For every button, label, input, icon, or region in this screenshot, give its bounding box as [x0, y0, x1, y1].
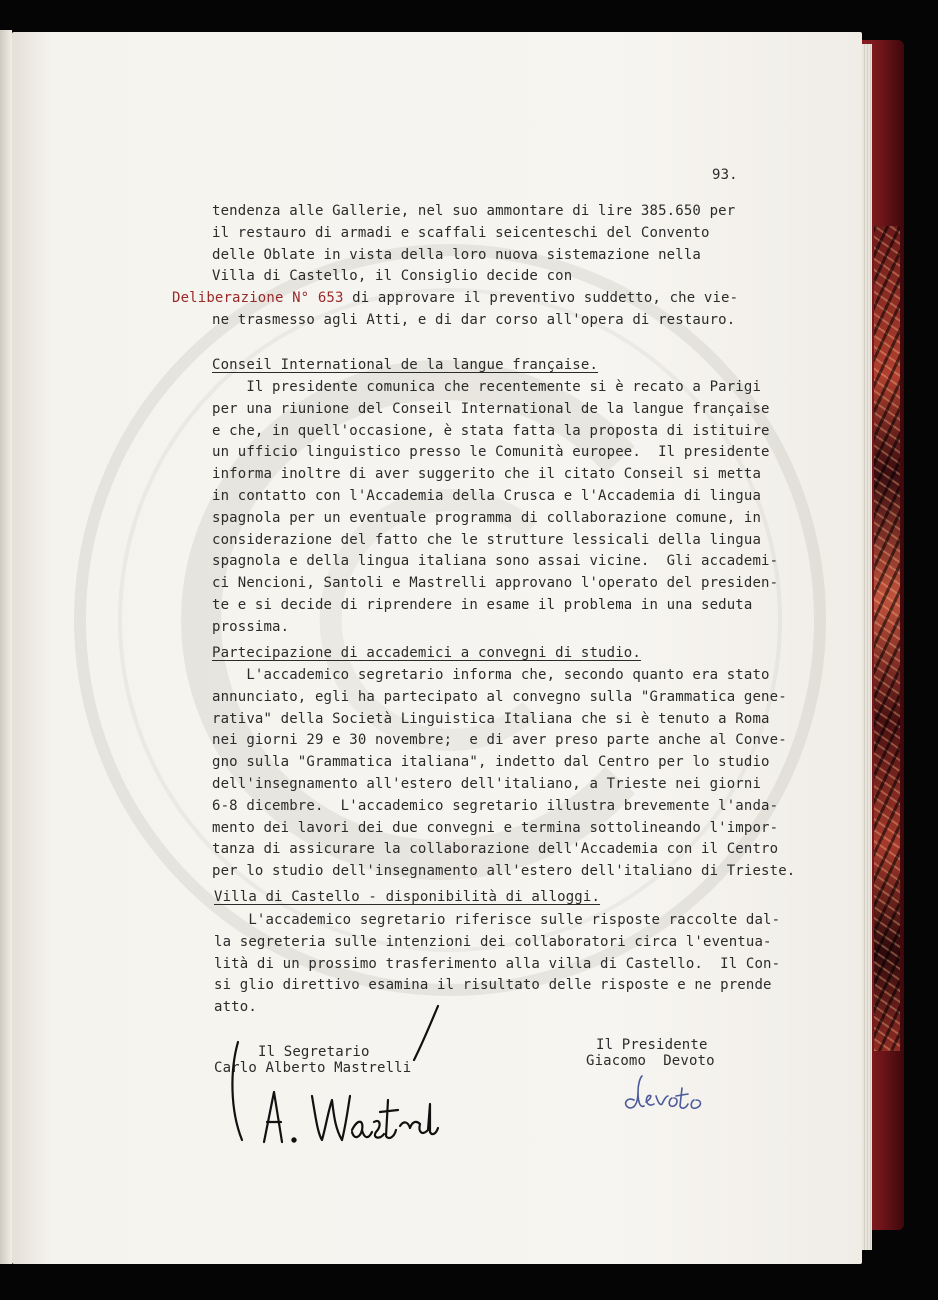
secretary-name: Carlo Alberto Mastrelli: [214, 1060, 412, 1076]
section-body-villa: [214, 910, 780, 1019]
text-line: Villa di Castello, il Consiglio decide con: [212, 268, 573, 285]
section-heading-villa: Villa di Castello - disponibilità di alloggi.: [214, 889, 601, 905]
text-line: dell'insegnamento all'estero dell'italiano, a Trieste nei giorni: [212, 775, 762, 792]
text-line: considerazione del fatto che le strutture lessicali della lingua: [212, 531, 762, 548]
opening-paragraph: [212, 201, 735, 288]
text-line: mento dei lavori dei due convegni e termina sottolineando l'impor-: [212, 819, 779, 836]
text-line: per una riunione del Conseil International de la langue française: [212, 400, 770, 417]
text-line: L'accademico segretario informa che, secondo quanto era stato: [212, 667, 770, 683]
text-line: e che, in quell'occasione, è stata fatta la proposta di istituire: [212, 422, 770, 439]
text-line: si glio direttivo esamina il risultato delle risposte e ne prende: [214, 977, 772, 994]
text-line: la segreteria sulle intenzioni dei collaboratori circa l'eventua-: [214, 933, 772, 950]
text-line: prossima.: [212, 618, 290, 635]
facing-page-edge: [0, 30, 12, 1264]
text-line: 6-8 dicembre. L'accademico segretario illustra brevemente l'anda-: [212, 797, 779, 814]
text-line: tanza di assicurare la collaborazione dell'Accademia con il Centro: [212, 841, 779, 858]
president-title: Il Presidente: [596, 1037, 708, 1053]
text-line: un ufficio linguistico presso le Comunità europee. Il presidente: [212, 444, 770, 461]
text-line: spagnola e della lingua italiana sono assai vicine. Gli accademi-: [212, 553, 779, 570]
text-line: L'accademico segretario riferisce sulle risposte raccolte dal-: [214, 912, 781, 928]
text-line: rativa" della Società Linguistica Italiana che si è tenuto a Roma: [212, 710, 770, 727]
text-line: annunciato, egli ha partecipato al convegno sulla "Grammatica gene-: [212, 688, 787, 705]
text-line: in contatto con l'Accademia della Crusca e l'Accademia di lingua: [212, 487, 762, 504]
text-line: ci Nencioni, Santoli e Mastrelli approvano l'operato del presiden-: [212, 575, 779, 592]
section-body-convegni: [212, 665, 795, 883]
page-number: 93.: [712, 167, 738, 183]
text-line: gno sulla "Grammatica italiana", indetto dal Centro per lo studio: [212, 754, 770, 771]
marbled-endpaper: [874, 226, 900, 1051]
section-heading-convegni: Partecipazione di accademici a convegni di studio.: [212, 645, 641, 661]
deliberation-continuation: ne trasmesso agli Atti, e di dar corso all'opera di restauro.: [212, 312, 736, 328]
text-line: nei giorni 29 e 30 novembre; e di aver preso parte anche al Conve-: [212, 732, 787, 749]
deliberazione-link[interactable]: Deliberazione N° 653: [172, 290, 344, 306]
secretary-title: Il Segretario: [258, 1044, 370, 1060]
text-line: lità di un prossimo trasferimento alla villa di Castello. Il Con-: [214, 955, 781, 972]
text-line: per lo studio dell'insegnamento all'estero dell'italiano di Trieste.: [212, 863, 796, 880]
section-heading-conseil: Conseil International de la langue française.: [212, 357, 599, 373]
text-line: te e si decide di riprendere in esame il problema in una seduta: [212, 596, 753, 613]
text-line: atto.: [214, 999, 257, 1016]
deliberation-text: di approvare il preventivo suddetto, che vie-: [343, 290, 739, 306]
text-line: spagnola per un eventuale programma di collaborazione comune, in: [212, 509, 762, 526]
text-line: tendenza alle Gallerie, nel suo ammontare di lire 385.650 per: [212, 203, 736, 219]
president-name: Giacomo Devoto: [586, 1053, 715, 1069]
text-line: il restauro di armadi e scaffali seicenteschi del Convento: [212, 224, 710, 241]
text-line: delle Oblate in vista della loro nuova sistemazione nella: [212, 246, 701, 263]
text-line: Il presidente comunica che recentemente si è recato a Parigi: [212, 379, 762, 395]
section-body-conseil: [212, 377, 778, 639]
text-line: informa inoltre di aver suggerito che il citato Conseil si metta: [212, 466, 762, 483]
deliberation-line: [172, 288, 738, 310]
